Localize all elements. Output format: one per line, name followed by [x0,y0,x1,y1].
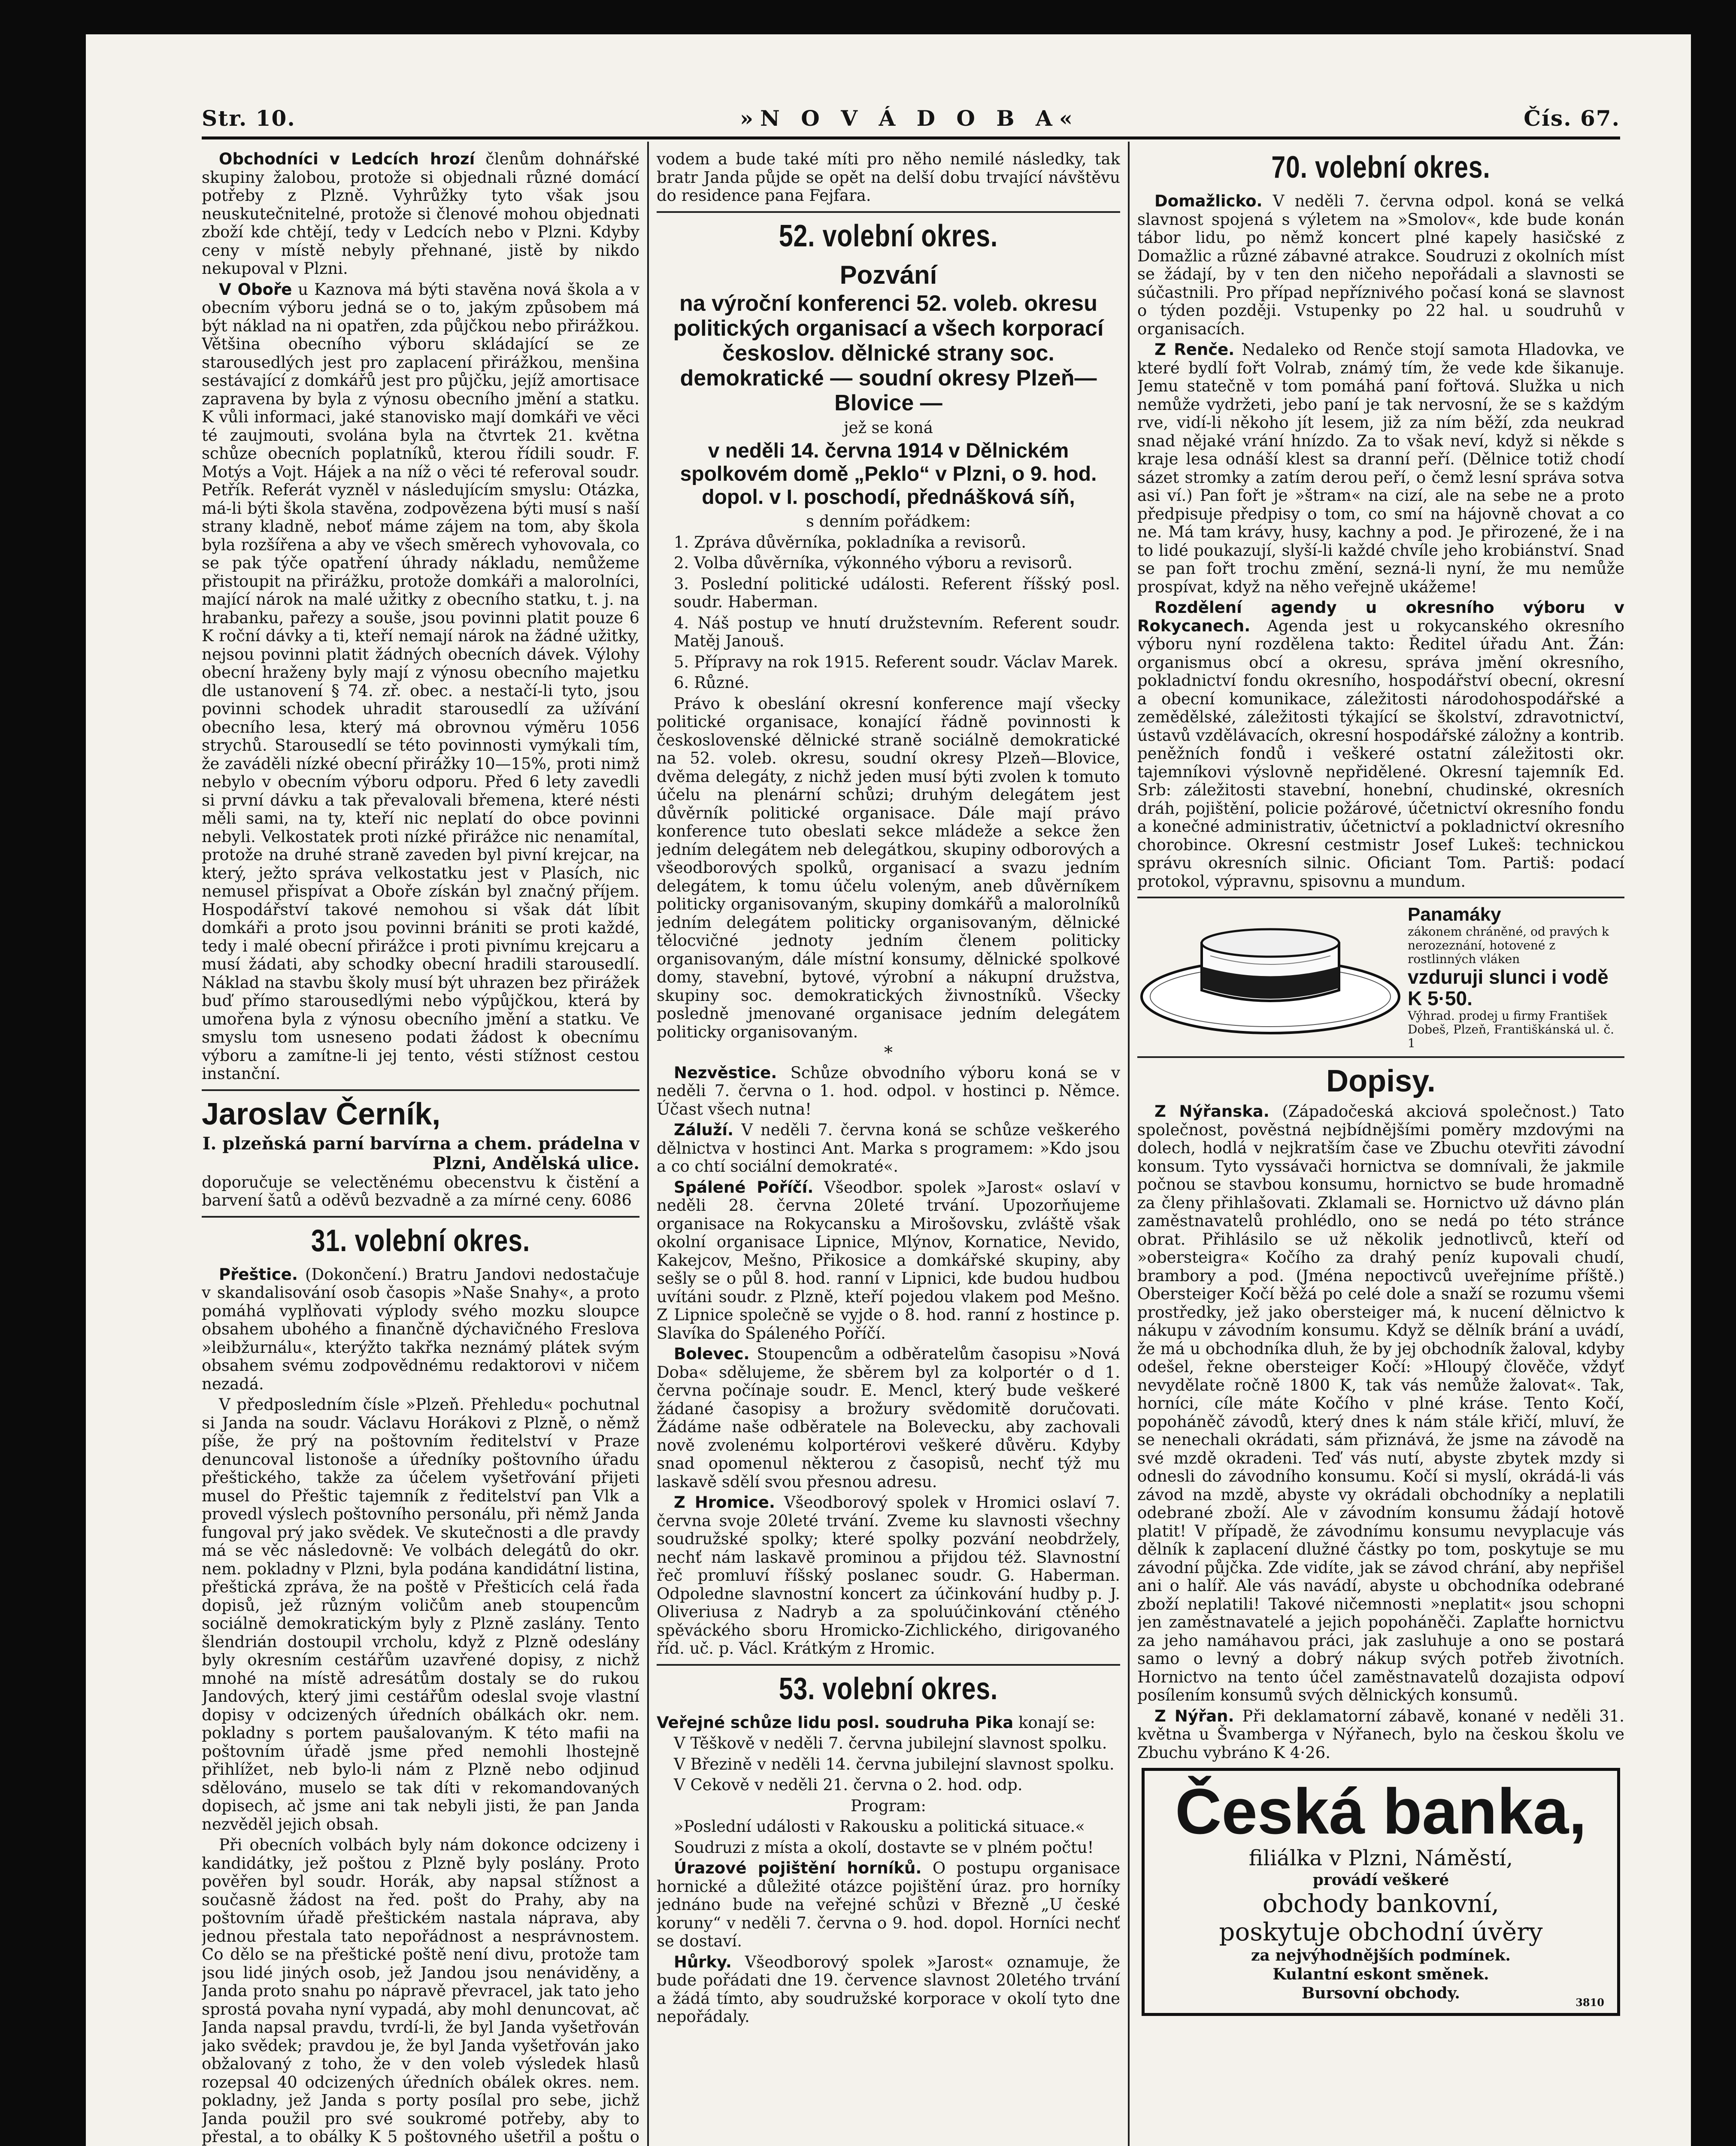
program-intro: s denním pořádkem: [806,512,971,530]
ad-text [1403,904,1624,1050]
article-text: konají se: [1018,1713,1096,1732]
article-lead: Spálené Poříčí. [674,1178,814,1197]
article-text: Schůze obvodního výboru koná se v neděli 7. června o 1. hod. odpol. v hostinci p. Němce. Účast všech nutna! [657,1063,1120,1118]
issue-number: Čís. 67. [1524,106,1620,131]
article-obora [202,281,639,1083]
scan-border-right [1691,0,1736,2146]
bank-line: Kulantní eskont směnek. [1272,1965,1489,1983]
heading-okres-31: 31. volební okres. [311,1223,530,1258]
advertisement-ceska-banka [1142,1768,1620,2016]
program-topic: »Poslední události v Rakousku a politická situace.« [674,1817,1085,1836]
article-lead: Veřejné schůze lidu posl. soudruha Pika [657,1713,1014,1732]
article-text: Agenda jest u rokycanského okresního výboru nyní rozdělena takto: Ředitel úřadu Ant. Žán: organismus obcí a okresu, správa jmění okresního, pokladnictví fondu okresního, hospodářství obecní, okresní a obecní komunikace, záležitosti národohospodářské a zemědělské, záležitosti týkající se školství, zdravotnictví, ústavů vzdělávacích, okresní hospodářské záložny a kontrib. peněžních fondů i veškeré ostatní záležitosti okr. tajemníkovi výslovně nepřidělené. Okresní tajemník Ed. Srb: záležitosti stavební, honební, chudinské, okresních dráh, pojištění, policie požárové, účetnictví okresního fondu a konečné administrativ, účetnictví a pokladnictví okresního chorobince. Okresní cestmistr Josef Lukeš: technickou správu okresních silnic. Oficiant Tom. Partiš: podací protokol, výpravnu, spisovnu a mundum. [1137,616,1624,891]
article-text: Stoupencům a odběratelům časopisu »Nová Doba« sdělujeme, že sběrem byl za kolportér o d 1. června počínaje soudr. E. Mencl, který bude veškeré žádané časopisy a brožury svědomitě doručovati. Žádáme naše odběratele na Bolevecku, aby zachovali nově zvolenému kolportérovi veškeré důvěru. Kdyby snad opomenul některou z časopisů, nechť týž mu laskavě sdělí svou přesnou adresu. [657,1345,1120,1491]
scan-border-left [0,0,86,2146]
article-lead: V Oboře [219,280,292,299]
article-text: Všeodborový spolek v Hromici oslaví 7. června svoje 20leté trvání. Zveme ku slavnosti všechny soudružské spolky; které spolky pozvání neobdržely, nechť nám laskavě prominou a přijdou též. Slavnostní řeč promluví říšský poslanec soudr. G. Haberman. Odpoledne slavnostní koncert za účinkování hudby p. J. Oliveriusa z Nadryb a za spoluúčinkování ctěného spěváckého sboru Hromicko-Zichlického, dirigovaného říd. uč. p. Václ. Krátkým z Hromic. [657,1493,1120,1658]
program-label: Program: [851,1796,926,1815]
article-nyransko [1137,1103,1624,1705]
program-item: 5. Přípravy na rok 1915. Referent soudr. Václav Marek. [674,652,1118,671]
article-text: členům dohnářské skupiny žalobou, protože si objednali různé domácí potřeby z Plzně. Vyhrůžky tyto však jsou neuskutečnitelné, protože si členové mohou objednati zboží kde chtějí, tedy v Ledcích nebo v Plzni. Kdyby ceny v místě nebyly přehnané, jistě by nikdo nekupoval v Plzni. [202,150,639,278]
meeting-teskov: V Těškově v neděli 7. června jubilejní slavnost spolku. [674,1734,1107,1752]
heading-dopisy: Dopisy. [1326,1064,1436,1098]
article-lead: Z Hromice. [674,1493,775,1512]
separator [657,1664,1120,1666]
separator [1137,897,1624,898]
article-lead: Obchodníci v Ledcích hrozí [219,150,475,168]
conference-date-place: v neděli 14. června 1914 v Dělnickém spolkovém domě „Peklo“ v Plzni, o 9. hod. dopol. v I. poschodí, přednášková síň, [680,440,1097,509]
bank-title: Česká banka, [1175,1775,1587,1847]
article-lead: Z Nýřan. [1154,1706,1234,1725]
article-lead: Úrazové pojištění horníků. [674,1859,922,1877]
newspaper-title: »N O V Á D O B A« [739,106,1080,131]
article-lead: Z Renče. [1154,340,1235,359]
article-text: Všeodborový spolek »Jarost« oznamuje, že bude pořádati dne 19. července slavnost 20letého trvání a žádá tímto, aby soudružské korporace v okolí tyto dne nepořádaly. [657,1952,1120,2026]
article-rokycany [1137,599,1624,891]
conference-held: jež se koná [844,418,933,437]
ad-title-2: vzduruji slunci i vodě K 5·50. [1408,966,1609,1009]
meeting-cekov: V Cekově v neděli 21. června o 2. hod. odp. [674,1776,1023,1794]
heading-okres-52: 52. volební okres. [779,218,998,253]
heading-okres-53: 53. volební okres. [779,1671,998,1706]
column-3 [1137,150,1624,2146]
bank-branch: filiálka v Plzni, Náměstí, [1248,1846,1513,1870]
program-item: 1. Zpráva důvěrníka, pokladníka a revisorů. [674,533,1027,552]
program-item: 3. Poslední politické události. Referent říšský posl. soudr. Haberman. [674,574,1120,611]
article-lead: Hůrky. [674,1952,732,1971]
article-prestice-3: Při obecních volbách byly nám dokonce odcizeny i kandidátky, jež poštou z Plzně byly poslány. Proto pověřen byl soudr. Horák, aby napsal stížnost a současně žádost na řed. pošt do Prahy, aby na poštovním úřadě přeštickém nastala náprava, aby jednou přestala tato nepořádnost a nesprávnostem. Co dělo se na přeštické poště není divu, protože tam jsou lidé jiných osob, jež Jandou jsou nenáviděny, a Janda proto snahu po nápravě převracel, jak tato jeho sprostá povaha nyní vypadá, aby mohl denuncovat, ač Janda napsal pravdu, tvrdí-li, že byl Janda vyšetřován jako svědek; pravdou je, že byl Janda vyšetřován jako obžalovaný z toho, že v den voleb výsledek hlasů rozepsal 40 odcizených úředních obálek okres. nem. pokladny, jež Janda s porty posílal pro sebe, jichž Janda použil pro své soukromé potřeby, aby to přestal, a to obálky K 5 poštovného ušetřil a poštu o [202,1836,639,2146]
article-renc [1137,341,1624,596]
article-domazlicko [1137,192,1624,338]
ad-seller: Výhrad. prodej u firmy František Dobeš, Plzeň, Františkánská ul. č. 1 [1408,1009,1615,1050]
program-list [657,533,1120,692]
article-ledce [202,150,639,278]
column-rule-1 [647,142,649,2146]
article-lead: Z Nýřanska. [1154,1102,1269,1121]
article-text: O postupu organisace hornické a důležité otázce pojištění úraz. pro horníky jednáno bude na veřejné schůzi v Březně „U české koruny“ v neděli 7. června o 9. hod. dopol. Horníci nechť se dostaví. [657,1859,1120,1950]
article-lead: Přeštice. [219,1265,298,1284]
column-1 [202,150,639,2146]
article-text: Při deklamatorní zábavě, konané v neděli 31. května u Švamberga v Nýřanech, bylo na českou školu ve Zbuchu vybráno K 4·26. [1137,1706,1624,1762]
page-number: Str. 10. [202,106,296,131]
article-text: Všeodbor. spolek »Jarost« oslaví v neděli 28. června 20leté trvání. Upozorňujeme organisace na Rokycansku a Mirošovsku, zvláště však okolní organisace Lipnice, Mlýnov, Kornatice, Nevido, Kakejcov, Mešno, Přikosice a domkářské skupiny, aby sešly se o půl 8. hod. ranní v Lipnici, kde budou hudbou uvítáni soudr. z Plzně, kteří pojedou vlakem pod Mešno. Z Lipnice společně se vyjde o 8. hod. ranní z hostince p. Slavíka do Spáleného Poříčí. [657,1178,1120,1343]
invitation-title: Pozvání [839,260,937,289]
article-nyrany [1137,1707,1624,1762]
bank-line: za nejvýhodnějších podmínek. [1251,1946,1511,1964]
scan-border-top [0,0,1736,34]
bank-line: provádí veškeré [1312,1871,1449,1889]
article-nezvestice [657,1064,1120,1119]
article-lead: Záluží. [674,1121,734,1139]
ad-text: doporučuje se velectěnému obecenstvu k čistění a barvení šatů a oděvů bezvadně a za mírné ceny. 6086 [202,1173,639,1209]
ad-desc: zákonem chráněné, od pravých k nerozeznání, hotovené z rostlinných vláken [1408,924,1609,966]
article-prestice [202,1266,639,1394]
article-text: V neděli 7. června koná se schůze veškerého dělnictva v hostinci Ant. Marka s programem: »Kdo jsou a co chtí sociální demokraté«. [657,1121,1120,1176]
article-text: Nedaleko od Renče stojí samota Hladovka, ve které bydlí fořt Volrab, známý tím, že vede kde šikanuje. Jemu statečně v tom pomáhá paní fořtová. Služka u nich nemůže vydržeti, jebo paní je tak nervosní, že se s každým rve, vidí-li někoho jít lesem, již za ním běží, zda neukrad snad nějaké vrání hnízdo. Za to však neví, když si někde s kraje lesa odnáší klest sa dranní peří. (Dělnice totiž chodí sázet stromky a zatím derou peří, o čemž lesní správa sotva asi ví.) Pan fořt je »štram« na cizí, ale na sebe ne a proto předpisuje předpisy o tom, co smí na hájovně chovat a co ne. Má tam krávy, husy, kachny a pod. Je přirozené, že i na to lidé poukazují, slyší-li každé chvíle jeho krobiánství. Snad se pan fořt trochu změní, sezná-li nyní, že mu nemůže prospívat, když na něho veřejně ukážeme! [1137,340,1624,596]
article-urazove [657,1859,1120,1951]
article-bolevec [657,1345,1120,1491]
article-spalene-porici [657,1179,1120,1343]
article-text: V neděli 7. června odpol. koná se velká slavnost spojená s výletem na »Smolov«, kde bude konán tábor lidu, po němž koncert plné kapely hasičské z Domažlic a různé zábavné atrakce. Soudruzi z okolních míst se žádají, by v ten den ničeho nepořádali a slavnosti se súčastnili. Pro případ nepříznivého počasí koná se slavnost o týden později. Vstupenky po 22 hal. u soudruhů v organisacích. [1137,192,1624,338]
article-pravo: Právo k obeslání okresní konference mají všecky politické organisace, konající řádně povinnosti k československé dělnické straně sociálně demokratické na 52. voleb. okresu, soudní okresy Plzeň—Blovice, dvěma delegáty, z nichž jeden musí býti zvolen k tomuto účelu na plenární schůzi; druhým delegátem jest důvěrník politické organisace. Dále mají právo konference tuto obeslati sekce mládeže a sekce žen jedním delegátem neb delegátkou, skupiny odborových a všeodborových spolků, organisací a svazu jedním delegátem, k tomu účelu voleným, aneb důvěrníkem politicky organisovaným, skupiny domkářů a malorolníků jedním delegátem politicky organisovaným, dělnické tělocvičné jednoty jedním členem politicky organisovaným, dále místní konsumy, dělnické spolkové domy, stavební, bytové, výrobní a nákupní družstva, skupiny soc. demokratických živnostníků. Všecky posledně jmenované organisace jedním delegátem politicky organisovaným. [657,694,1120,1041]
article-hurky [657,1953,1120,2026]
program-item: 2. Volba důvěrníka, výkonného výboru a revisorů. [674,554,1073,572]
column-rule-2 [1128,142,1130,2146]
column-2 [657,150,1120,2146]
ad-name: Jaroslav Černík, [202,1097,441,1131]
bank-line: obchody bankovní, [1262,1889,1500,1918]
conference-title: na výroční konferenci 52. voleb. okresu politických organisací a všech korporací českoslov. dělnické strany soc. demokratické — soudní okresy Plzeň—Blovice — [673,291,1104,415]
article-hromice [657,1494,1120,1658]
program-item: 6. Různé. [674,673,749,692]
article-continuation: vodem a bude také míti pro něho nemilé následky, tak bratr Janda půjde se opět na delší dobu trvající návštěvu do residence pana Fejfara. [657,150,1120,205]
article-lead: Nezvěstice. [674,1063,777,1082]
star-divider: * [884,1043,893,1063]
bank-line: poskytuje obchodní úvěry [1219,1917,1543,1946]
header-rule [202,136,1620,139]
article-lead: Bolevec. [674,1345,750,1363]
article-text: (Západočeská akciová společnost.) Tato společnost, pověstná nejbídnějšími poměry mzdovými na dolech, hodlá v nejkratším čase ve Zbuchu otevřiti závodní konsum. Tyto vyssávači hornictva se domnívali, že jakmile počnou se stavbou konsumu, hornictvo se bude hromadně za členy přihlašovati. Zklamali se. Hornictvo už dávno plán zaměstnavatelů prohlédlo, ono se nedá po této stránce obrat. Přihlásilo se už několik jednotlivců, kteří od »obersteigra« Kočího za drahý peníz kupovali chudí, brambory a pod. (Jména nepoctivců uveřejníme příště.) Obersteiger Kočí běžá po celé dole a snaží se rozumu všemi prostředky, jež jako obersteiger má, k nucení dělnictvo k nákupu v závodním konsumu. Když se dělník brání a uvádí, že má u obchodníka dluh, že by jej obchodník žaloval, kdyby odešel, řekne obersteiger Kočí: »Hloupý člověče, vždyť nevydělate ročně 1800 K, tak vás nemůže žalovat«. Tak, horníci, cíle máte Kočího v plné kráse. Tento Kočí, popoháněč závodů, který dnes k nám stále křičí, mluví, že se nenechali okrádati, sám přiznává, že jsme na závodě na své mzdě okradeni. Teď vás nutí, abyste zbytek mzdy si odnesli do závodního konsumu. Kočí si myslí, okrádá-li vás závod na mzdě, abyste vy okrádali obchodníky a neplatili odebrané zboží. Ale v závodním konsumu žádají hotově platit! V případě, že závodnímu konsumu nevyplacuje vás dělník k zaplacení dlužné částky po tom, poskytuje se mu závodní půjčka. Zde vidíte, jak se závod chrání, aby nepřišel ani o halíř. Ale vás navádí, abyste u obchodníka odebrané zboží neplatili! Takové ničemnosti »neplatit« jsou schopni jen zaměstnavatelé a jejich popoháněči. Zaplaťte hornictvu za jeho namáhavou práci, jak zasluhuje a ono se postará samo o levný a dobrý nákup svých potřeb životních. Hornictvo na tento účel zaměstnavatelů dozajista odpoví posílením konsumů svých dělnických konsumů. [1137,1102,1624,1704]
ad-number: 3810 [1575,1996,1604,2009]
program-item: 4. Náš postup ve hnutí družstevním. Referent soudr. Matěj Janouš. [674,613,1120,650]
ad-subtitle: I. plzeňská parní barvírna a chem. prádelna v Plzni, Andělská ulice. [202,1133,639,1173]
article-schuze-pika [657,1714,1120,1732]
article-zaluzi [657,1121,1120,1176]
separator [202,1089,639,1091]
separator [657,211,1120,213]
article-text: (Dokončení.) Bratru Jandovi nedostačuje v skandalisování osob časopis »Naše Snahy«, a proto pomáhá vyplňovati výplody svého mozku sloupce obsahem ubohého a finančně dýchavičného Freslova »leibžurnálu«, kterýžto takřka neznámý plátek svým obsahem svému zodpovědnému redaktorovi v ničem nezadá. [202,1265,639,1393]
separator [1137,1056,1624,1058]
heading-okres-70: 70. volební okres. [1271,150,1491,185]
advertisement-cernik [202,1097,639,1210]
article-text: u Kaznova má býti stavěna nová škola a v obecním výboru jedná se o to, jakým způsobem má být náklad na ni opatřen, zda půjčkou nebo přirážkou. Většina obecního výboru skládající se ze starousedlých jest pro zaplacení přirážkou, menšina sestávající z domkářů jest pro půjčku, jejíž amortisace zapravena by byla z výnosu obecního jmění a statku. K vůli informaci, jaké stanovisko mají domkáři ve věci té zaujmouti, svolána byla na čtvrtek 21. května schůze obecních poplatníků, kterou řídili soudr. F. Motýs a Vojt. Hájek a na níž o věci té referoval soudr. Petřík. Referát vyzněl v následujícím smyslu: Otázka, má-li býti škola stavěna, zodpovězena býti musí s naší strany kladně, neboť máme zájem na tom, aby škola byla rozšířena a aby ve všech směrech vyhovovala, co se pak týče opatření úhrady nákladu, nemůžeme přistoupit na přirážku, protože domkáři a malorolníci, mající nárok na malé užitky z obecního statku, t. j. na hrabanku, pařezy a souše, jsou povinni platit pouze 6 K roční dávky a ti, kteří nemají nárok na žádné užitky, nejsou povinni platit žádných obecních dávek. Výlohy obecní hraženy byly mají z výnosu obecního majetku dle ustanovení § 74. zř. obec. a nestačí-li tyto, jsou povinni schodek uhradit starousedlí za užívání obecního lesa, který má obrovnou výměru 1056 strychů. Starousedlí se této povinnosti vymýkali tím, že zaváděli nízké obecní přirážky 10—15%, proti nimž nebylo v obecním výboru odporu. Před 6 lety zavedli si první dávku a tak převalovali břemena, které nésti měli sami, na ty, kteří nic neplatí do obce povinni nebyli. Velkostatek proti nízké přirážce nic nenamítal, protože na druhé straně zaveden byl pivní krejcar, na který, ježto správa velkostatku jest v Plasích, nic nemusel přispívat a Oboře získán byl značný příjem. Hospodářství takové nemohou si však dát líbit domkáři a proto jsou povinni brániti se proti každé, tedy i malé obecní přirážce i proti pivnímu krejcaru a musí žádati, aby schodky obecní hradili starousedlí. Náklad na stavbu školy musí být uhrazen bez přirážek buď přímo starousedlými nebo výpůjčkou, která by umořena byla z výnosu obecního jmění a statku. Ve smyslu tom usneseno podati žádost k obecnímu výboru a zamítne-li jej tento, vésti stížnost cestou instanční. [202,280,639,1083]
article-prestice-2: V předposledním čísle »Plzeň. Přehledu« pochutnal si Janda na soudr. Václavu Horákovi z Plzně, o němž píše, že prý na poštovním ředitelství v Praze denuncoval listonoše a úředníky poštovního úřadu přeštického, takže za účelem vyšetřování přijeti musel do Přeštic tajemník z ředitelství pan Vlk a provedl výslech poštovního personálu, při němž Janda fungoval prý jako svědek. Ve skutečnosti a dle pravdy má se věc následovně: Ve volbách delegátů do okr. nem. pokladny v Plzni, byla podána kandidátní listina, přeštická zpráva, že na poště v Přešticích celá řada dopisů, jež různým voličům aneb stoupencům sociálně demokratickým byly z Plzně zaslány. Tento šlendrián dostoupil vrcholu, když z Plzně odeslány byly okresním cestářům uzavřené dopisy, z nichž mnohé na místě adresátům dostaly se do rukou Jandových, který jimi cestářům odeslal svoje vlastní dopisy v odcizených úředních obálkách okr. nem. pokladny s portem paušalovaným. K této mafii na poštovním úřadě jsme před nemohli lhostejně přihlížet, neb bylo-li nám z Plzně nebo odjinud sdělováno, muselo se tak díti v rekomandovaných dopisech, ač jsme ani tak nebyli jisti, že pan Janda nezvěděl jejich obsah. [202,1395,639,1834]
article-lead: Rozdělení agendy u okresního výboru v Rokycanech. [1137,598,1624,635]
article-lead: Domažlicko. [1154,192,1263,210]
bank-line: Bursovní obchody. [1302,1984,1460,2002]
meeting-brezina: V Březině v neděli 14. června jubilejní slavnost spolku. [674,1755,1115,1773]
panama-hat-icon [1137,904,1403,1042]
program-call: Soudruzi z místa a okolí, dostavte se v plném počtu! [674,1838,1094,1857]
ad-title: Panamáky [1408,904,1501,925]
page-header [202,92,1620,131]
separator [202,1216,639,1218]
advertisement-panama [1137,904,1624,1050]
